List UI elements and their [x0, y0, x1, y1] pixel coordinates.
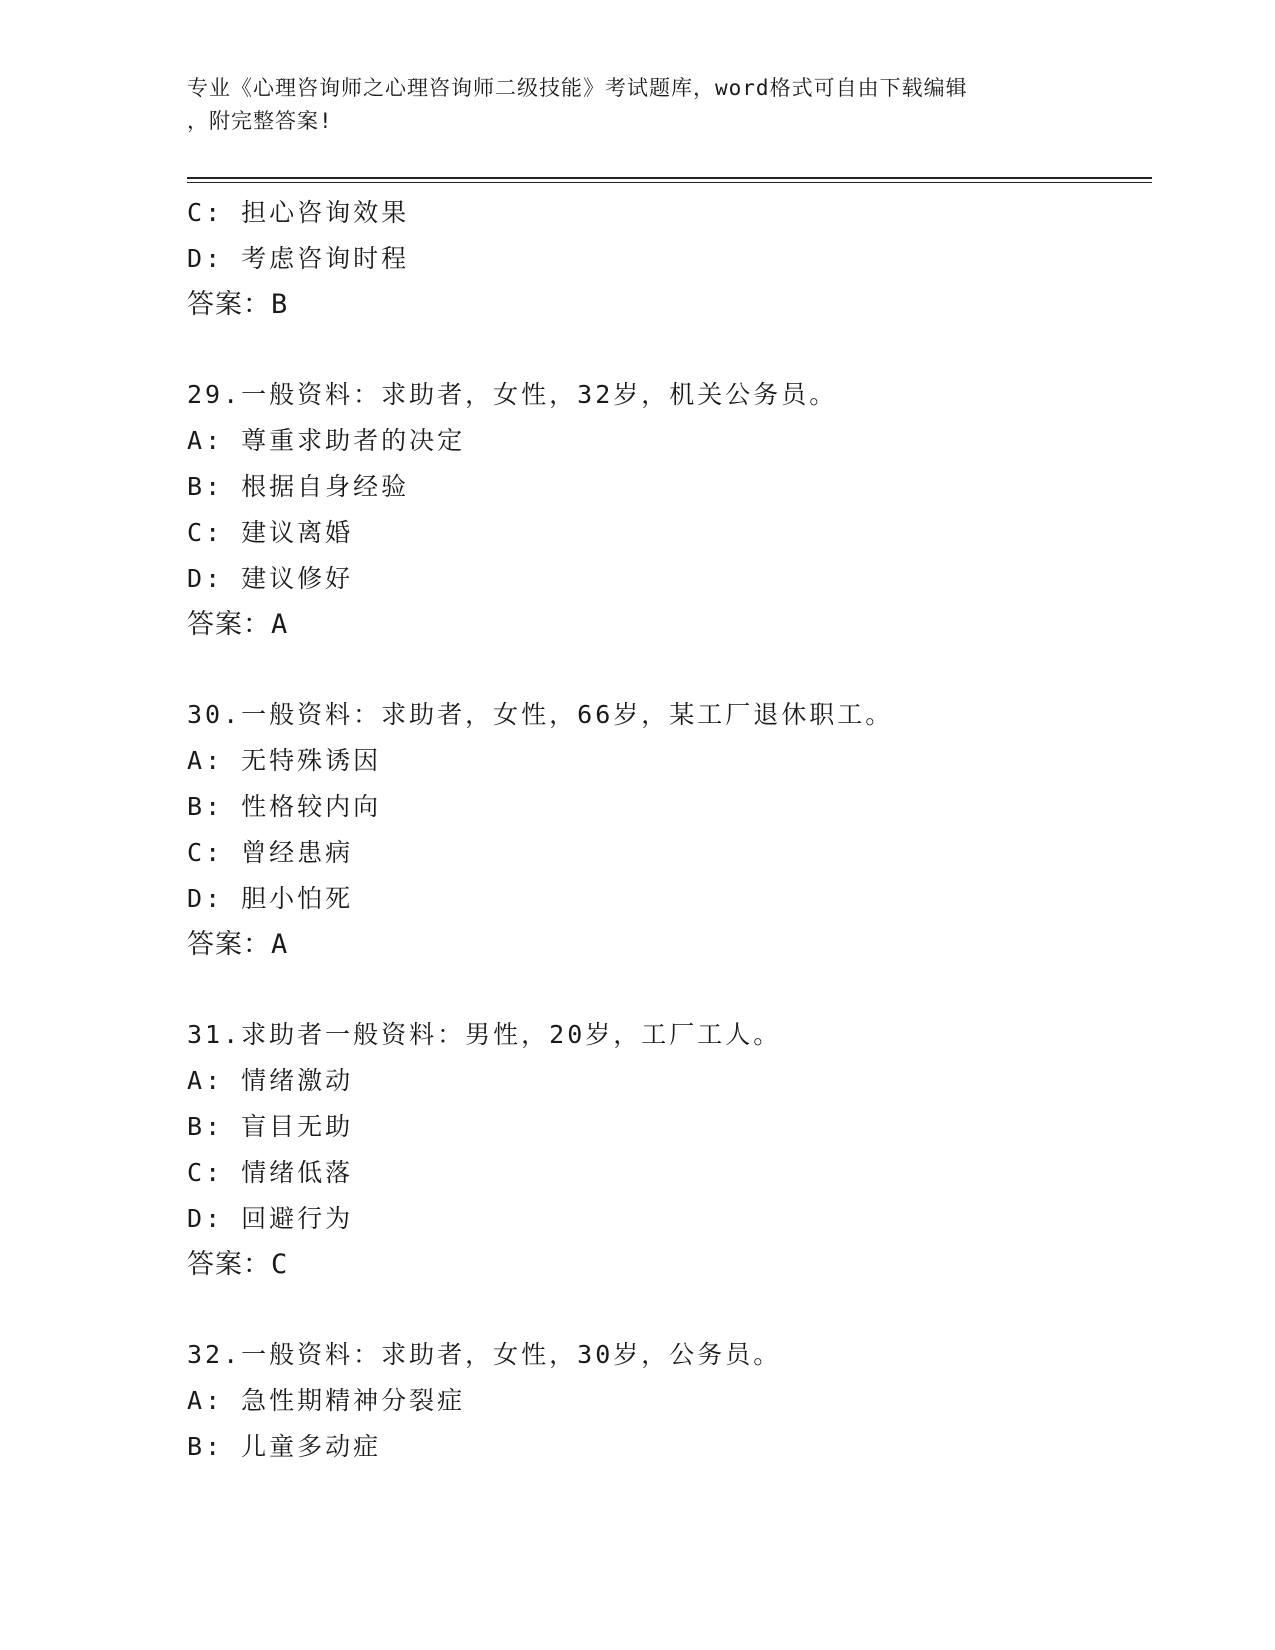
option-label: A — [187, 1386, 206, 1415]
option-text: 回避行为 — [241, 1204, 354, 1233]
option-text: 情绪激动 — [241, 1066, 354, 1095]
option-c: C: 担心咨询效果 — [187, 198, 410, 227]
option-text: 急性期精神分裂症 — [241, 1386, 466, 1415]
answer-line: 答案：A — [187, 929, 289, 960]
question-text: 一般资料：求助者，女性，32岁，机关公务员。 — [241, 380, 838, 409]
option-label: C — [187, 518, 206, 547]
option-a: A: 尊重求助者的决定 — [187, 426, 466, 455]
option-label: D — [187, 1204, 206, 1233]
option-text: 尊重求助者的决定 — [241, 426, 466, 455]
option-text: 根据自身经验 — [241, 472, 410, 501]
document-header — [187, 72, 1087, 138]
option-c: C: 建议离婚 — [187, 518, 354, 547]
option-text: 考虑咨询时程 — [241, 244, 410, 273]
option-d: D: 回避行为 — [187, 1204, 354, 1233]
option-label: A — [187, 426, 206, 455]
option-a: A: 情绪激动 — [187, 1066, 354, 1095]
question-number: 31. — [187, 1020, 242, 1049]
option-d: D: 考虑咨询时程 — [187, 244, 410, 273]
option-label: B — [187, 472, 206, 501]
header-line-2: ，附完整答案! — [187, 109, 333, 133]
option-text: 胆小怕死 — [241, 884, 354, 913]
header-divider-thin — [187, 182, 1152, 183]
option-label: B — [187, 1432, 206, 1461]
option-b: B: 根据自身经验 — [187, 472, 410, 501]
option-text: 盲目无助 — [241, 1112, 354, 1141]
option-text: 建议离婚 — [241, 518, 354, 547]
header-divider-thick — [187, 177, 1152, 179]
option-c: C: 曾经患病 — [187, 838, 354, 867]
option-d: D: 胆小怕死 — [187, 884, 354, 913]
answer-line: 答案：B — [187, 289, 289, 320]
answer-line: 答案：C — [187, 1249, 289, 1280]
option-label: D — [187, 564, 206, 593]
question-text: 求助者一般资料：男性，20岁，工厂工人。 — [241, 1020, 782, 1049]
question-stem — [187, 1332, 1152, 1378]
question-stem — [187, 1012, 1152, 1058]
option-a: A: 急性期精神分裂症 — [187, 1386, 466, 1415]
question-text: 一般资料：求助者，女性，30岁，公务员。 — [241, 1340, 782, 1369]
option-text: 曾经患病 — [241, 838, 354, 867]
option-text: 性格较内向 — [241, 792, 382, 821]
option-text: 无特殊诱因 — [241, 746, 382, 775]
option-text: 情绪低落 — [241, 1158, 354, 1187]
option-label: B — [187, 1112, 206, 1141]
option-label: C — [187, 1158, 206, 1187]
question-list — [187, 190, 1152, 1470]
answer-line: 答案：A — [187, 609, 289, 640]
option-label: C — [187, 198, 206, 227]
question-number: 29. — [187, 380, 242, 409]
option-text: 建议修好 — [241, 564, 354, 593]
option-a: A: 无特殊诱因 — [187, 746, 382, 775]
question-stem — [187, 372, 1152, 418]
option-b: B: 儿童多动症 — [187, 1432, 382, 1461]
option-text: 儿童多动症 — [241, 1432, 382, 1461]
header-line-1: 专业《心理咨询师之心理咨询师二级技能》考试题库，word格式可自由下载编辑 — [187, 76, 968, 100]
option-text: 担心咨询效果 — [241, 198, 410, 227]
option-b: B: 性格较内向 — [187, 792, 382, 821]
question-stem — [187, 692, 1152, 738]
option-label: D — [187, 244, 206, 273]
option-b: B: 盲目无助 — [187, 1112, 354, 1141]
option-label: A — [187, 1066, 206, 1095]
question-text: 一般资料：求助者，女性，66岁，某工厂退休职工。 — [241, 700, 894, 729]
option-c: C: 情绪低落 — [187, 1158, 354, 1187]
option-label: A — [187, 746, 206, 775]
option-d: D: 建议修好 — [187, 564, 354, 593]
question-number: 32. — [187, 1340, 242, 1369]
option-label: C — [187, 838, 206, 867]
option-label: B — [187, 792, 206, 821]
question-number: 30. — [187, 700, 242, 729]
option-label: D — [187, 884, 206, 913]
